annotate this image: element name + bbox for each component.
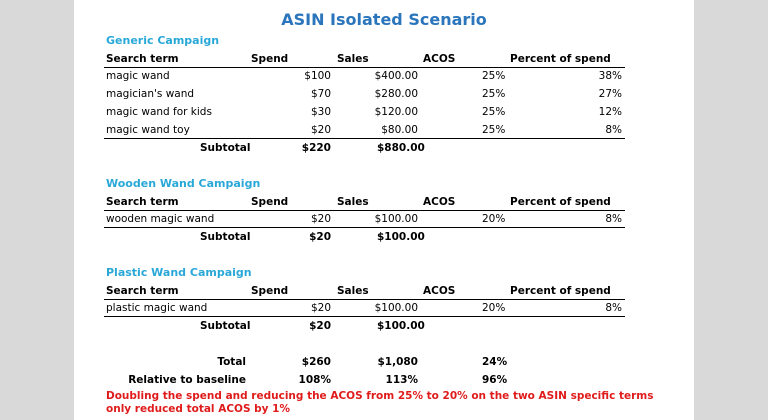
row-percent: 27% bbox=[598, 88, 622, 100]
subtotal-label: Subtotal bbox=[200, 320, 251, 332]
subtotal-sales: $880.00 bbox=[377, 142, 425, 154]
subtotal-spend: $20 bbox=[309, 231, 331, 243]
row-term: plastic magic wand bbox=[106, 302, 208, 314]
header-percent: Percent of spend bbox=[510, 196, 611, 208]
row-sales: $80.00 bbox=[381, 124, 418, 136]
row-sales: $400.00 bbox=[374, 70, 418, 82]
baseline-sales: 113% bbox=[385, 374, 418, 386]
header-search-term: Search term bbox=[106, 285, 179, 297]
header-divider bbox=[104, 67, 625, 68]
row-acos: 25% bbox=[482, 106, 506, 118]
header-percent: Percent of spend bbox=[510, 285, 611, 297]
header-divider bbox=[104, 299, 625, 300]
row-percent: 8% bbox=[605, 213, 622, 225]
row-acos: 25% bbox=[482, 70, 506, 82]
subtotal-divider bbox=[104, 138, 625, 139]
section-title-wooden: Wooden Wand Campaign bbox=[106, 177, 261, 190]
subtotal-label: Subtotal bbox=[200, 142, 251, 154]
section-title-plastic: Plastic Wand Campaign bbox=[106, 266, 252, 279]
subtotal-spend: $220 bbox=[301, 142, 331, 154]
row-percent: 12% bbox=[598, 106, 622, 118]
row-percent: 8% bbox=[605, 302, 622, 314]
total-label: Total bbox=[217, 356, 246, 368]
baseline-label: Relative to baseline bbox=[128, 374, 246, 386]
section-title-generic: Generic Campaign bbox=[106, 34, 220, 47]
total-sales: $1,080 bbox=[377, 356, 418, 368]
row-percent: 8% bbox=[605, 124, 622, 136]
header-search-term: Search term bbox=[106, 196, 179, 208]
row-term: magic wand toy bbox=[106, 124, 190, 136]
header-spend: Spend bbox=[251, 196, 289, 208]
row-spend: $70 bbox=[310, 88, 331, 100]
row-acos: 25% bbox=[482, 88, 506, 100]
header-search-term: Search term bbox=[106, 53, 179, 65]
header-acos: ACOS bbox=[423, 285, 456, 297]
row-term: magic wand for kids bbox=[106, 106, 212, 118]
row-acos: 20% bbox=[482, 213, 506, 225]
document-page bbox=[74, 0, 694, 420]
total-spend: $260 bbox=[301, 356, 331, 368]
row-sales: $280.00 bbox=[374, 88, 418, 100]
total-acos: 24% bbox=[482, 356, 508, 368]
header-divider bbox=[104, 210, 625, 211]
subtotal-spend: $20 bbox=[309, 320, 331, 332]
baseline-spend: 108% bbox=[298, 374, 331, 386]
header-acos: ACOS bbox=[423, 53, 456, 65]
baseline-acos: 96% bbox=[482, 374, 508, 386]
conclusion-note: Doubling the spend and reducing the ACOS from 25% to 20% on the two ASIN specific terms only reduced total ACOS by 1% bbox=[106, 390, 654, 415]
row-sales: $120.00 bbox=[374, 106, 418, 118]
row-term: magician's wand bbox=[106, 88, 195, 100]
row-spend: $20 bbox=[310, 124, 331, 136]
subtotal-divider bbox=[104, 316, 625, 317]
row-spend: $20 bbox=[310, 213, 331, 225]
header-sales: Sales bbox=[337, 196, 369, 208]
row-percent: 38% bbox=[598, 70, 622, 82]
subtotal-sales: $100.00 bbox=[377, 231, 425, 243]
row-sales: $100.00 bbox=[374, 302, 418, 314]
row-acos: 20% bbox=[482, 302, 506, 314]
subtotal-sales: $100.00 bbox=[377, 320, 425, 332]
header-percent: Percent of spend bbox=[510, 53, 611, 65]
subtotal-divider bbox=[104, 227, 625, 228]
row-spend: $100 bbox=[304, 70, 331, 82]
row-sales: $100.00 bbox=[374, 213, 418, 225]
page-title: ASIN Isolated Scenario bbox=[281, 10, 487, 29]
header-spend: Spend bbox=[251, 285, 289, 297]
header-acos: ACOS bbox=[423, 196, 456, 208]
row-spend: $30 bbox=[310, 106, 331, 118]
header-sales: Sales bbox=[337, 53, 369, 65]
row-acos: 25% bbox=[482, 124, 506, 136]
header-spend: Spend bbox=[251, 53, 289, 65]
row-term: wooden magic wand bbox=[106, 213, 215, 225]
subtotal-label: Subtotal bbox=[200, 231, 251, 243]
row-spend: $20 bbox=[310, 302, 331, 314]
row-term: magic wand bbox=[106, 70, 170, 82]
header-sales: Sales bbox=[337, 285, 369, 297]
